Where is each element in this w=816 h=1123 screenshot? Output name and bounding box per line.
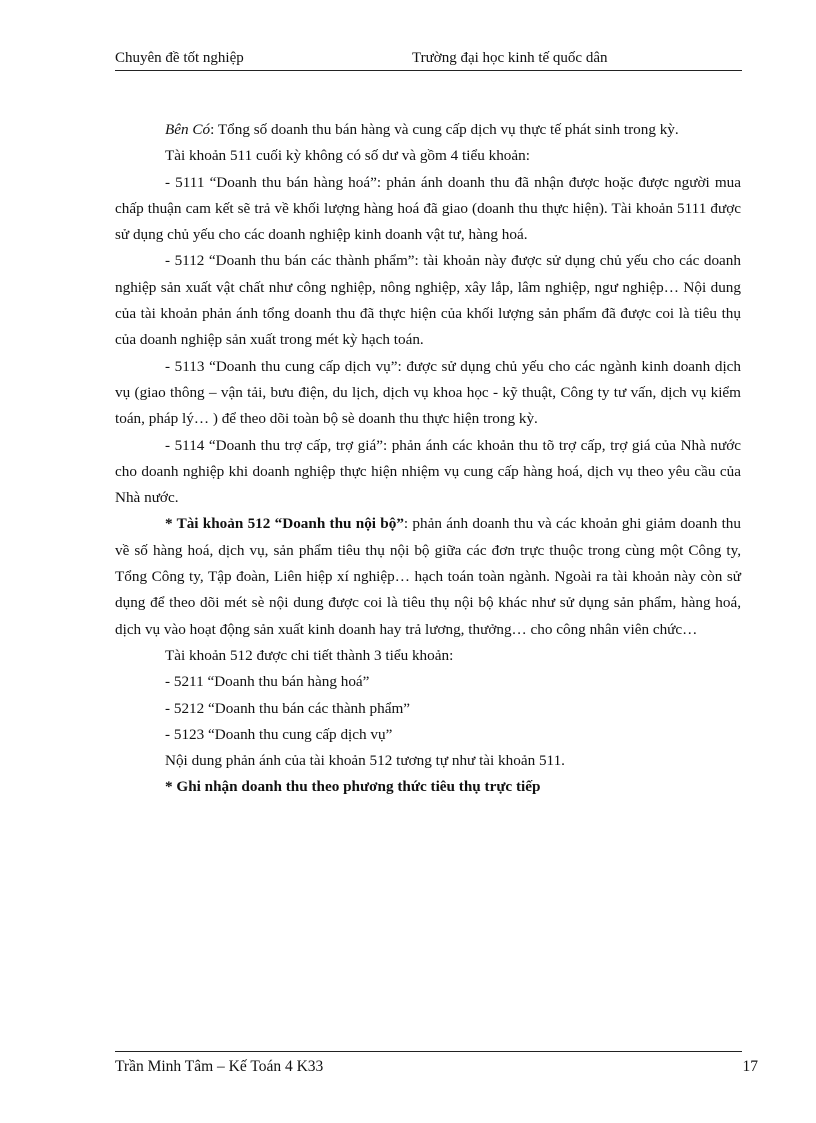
paragraph-text: : phản ánh doanh thu và các khoản ghi giảm doanh thu về số hàng hoá, dịch vụ, sản phẩm tiêu thụ nội bộ giữa các đơn trực thuộc trong cùng một Công ty, Tổng Công ty, Tập đoàn, Liên hiệp xí nghiệp… hạch toán toàn ngành. Ngoài ra tài khoản này còn sử dụng để theo dõi mét sè nội dung được coi là tiêu thụ nội bộ khác như sử dụng sản phẩm, hàng hoá, dịch vụ vào hoạt động sản xuất kinh doanh hay trả lương, thưởng… cho công nhân viên chức… — [115, 515, 741, 638]
paragraph-512-subaccounts: Tài khoản 512 được chi tiết thành 3 tiểu khoản: — [165, 646, 454, 664]
paragraph-512-content: Nội dung phản ánh của tài khoản 512 tương tự như tài khoản 511. — [165, 752, 565, 770]
paragraph-5114: - 5114 “Doanh thu trợ cấp, trợ giá”: phản ánh các khoản thu tõ trợ cấp, trợ giá của Nhà nước cho doanh nghiệp khi doanh nghiệp thực hiện nhiệm vụ cung cấp hàng hoá, dịch vụ theo yêu cầu của Nhà nước. — [115, 436, 741, 507]
list-item-5211: - 5211 “Doanh thu bán hàng hoá” — [165, 673, 370, 691]
paragraph-ben-co — [115, 117, 741, 143]
paragraph-5112: - 5112 “Doanh thu bán các thành phẩm”: tài khoản này được sử dụng chủ yếu cho các doanh nghiệp sản xuất vật chất như công nghiệp, nông nghiệp, xây lắp, lâm nghiệp, ngư nghiệp… Nội dung của tài khoản phản ánh tổng doanh thu đã thực hiện của khối lượng sản phẩm đã được coi là tiêu thụ của doanh nghiệp sản xuất trong mét kỳ hạch toán. — [115, 252, 741, 349]
header-center-text: Trường đại học kinh tế quốc dân — [412, 50, 608, 66]
paragraph-lead-bold: * Tài khoản 512 “Doanh thu nội bộ” — [165, 515, 404, 533]
list-item-5212: - 5212 “Doanh thu bán các thành phẩm” — [165, 699, 411, 717]
page-footer — [115, 1051, 758, 1082]
paragraph-account-511: Tài khoản 511 cuối kỳ không có số dư và gồm 4 tiểu khoản: — [165, 147, 530, 165]
footer-author: Trần Minh Tâm – Kế Toán 4 K33 — [115, 1058, 324, 1075]
section-heading-direct-sales: * Ghi nhận doanh thu theo phương thức tiêu thụ trực tiếp — [165, 778, 541, 796]
header-left-text: Chuyên đề tốt nghiệp — [115, 50, 244, 66]
list-item-5123: - 5123 “Doanh thu cung cấp dịch vụ” — [165, 725, 393, 743]
paragraph-text: : Tổng số doanh thu bán hàng và cung cấp dịch vụ thực tế phát sinh trong kỳ. — [210, 121, 679, 138]
paragraph-account-512 — [115, 511, 741, 642]
paragraph-5111: - 5111 “Doanh thu bán hàng hoá”: phản ánh doanh thu đã nhận được hoặc được người mua chấp thuận cam kết sẽ trả về khối lượng hàng hoá đã giao (doanh thu thực hiện). Tài khoản 5111 được sử dụng chủ yếu cho các doanh nghiệp kinh doanh vật tư, hàng hoá. — [115, 173, 741, 244]
paragraph-5113: - 5113 “Doanh thu cung cấp dịch vụ”: được sử dụng chủ yếu cho các ngành kinh doanh dịch vụ (giao thông – vận tải, bưu điện, du lịch, dịch vụ khoa học - kỹ thuật, Công ty tư vấn, dịch vụ kiểm toán, pháp lý… ) để theo dõi toàn bộ sè doanh thu thực hiện trong kỳ. — [115, 357, 741, 428]
paragraph-lead-italic: Bên Có — [165, 121, 211, 138]
page-header — [115, 48, 742, 71]
document-body — [115, 117, 741, 801]
page-number: 17 — [742, 1058, 758, 1075]
